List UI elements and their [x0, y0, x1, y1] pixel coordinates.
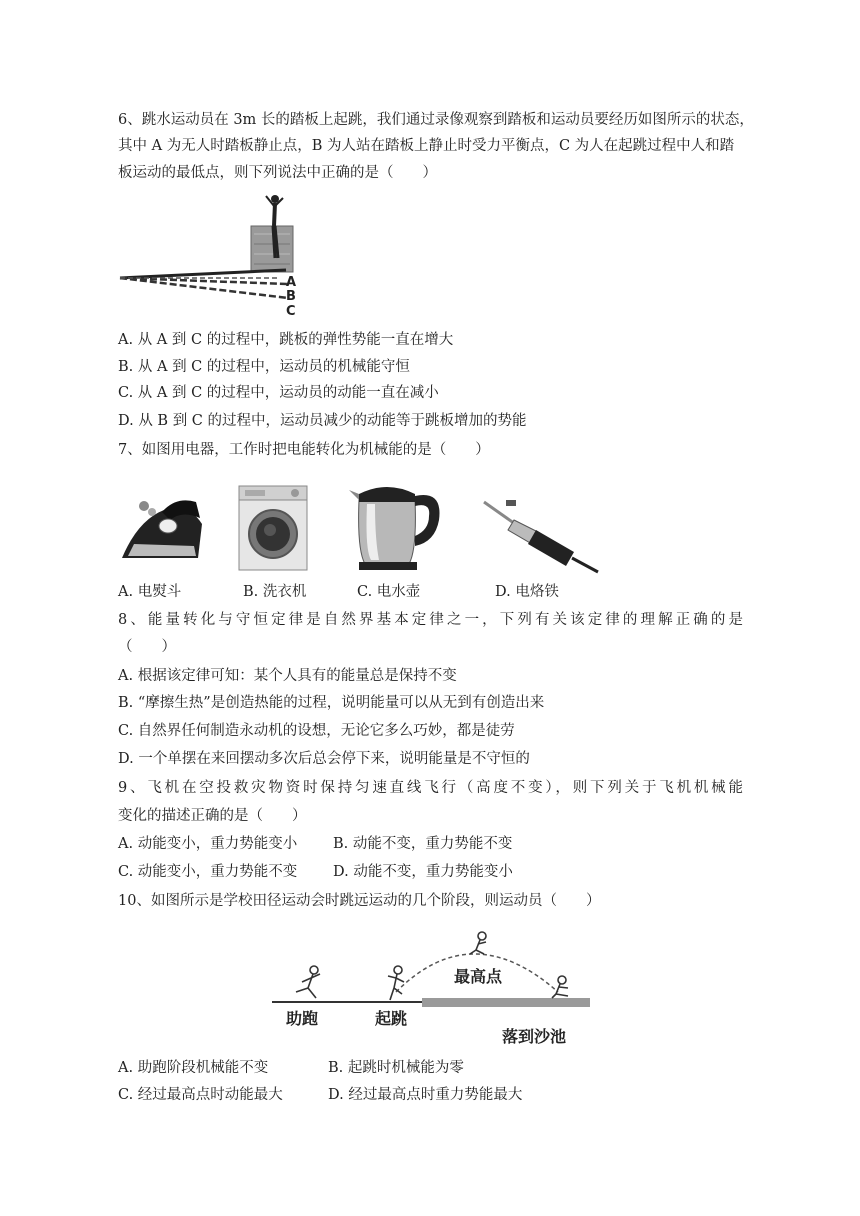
electric-kettle-image	[345, 480, 445, 572]
q10-option-c: C. 经过最高点时动能最大	[118, 1087, 283, 1103]
label-takeoff: 起跳	[375, 1009, 408, 1028]
q6-option-a: A. 从 A 到 C 的过程中，跳板的弹性势能一直在增大	[118, 332, 454, 348]
q10-option-a: A. 助跑阶段机械能不变	[118, 1060, 269, 1076]
q8-stem-line-2: （ ）	[118, 639, 176, 655]
q8-stem-line-1: 8、能量转化与守恒定律是自然界基本定律之一，下列有关该定律的理解正确的是	[118, 612, 743, 628]
diving-board-figure	[118, 192, 308, 322]
q7-stem: 7、如图用电器，工作时把电能转化为机械能的是（ ）	[118, 442, 490, 458]
q7-option-b: B. 洗衣机	[243, 584, 307, 600]
label-highest-point: 最高点	[454, 967, 503, 986]
takeoff-jumper-icon	[388, 966, 404, 1000]
q7-option-c: C. 电水壶	[357, 584, 421, 600]
soldering-iron-image	[478, 492, 608, 576]
q7-option-a: A. 电熨斗	[118, 584, 182, 600]
q6-stem-line-1: 6、跳水运动员在 3m 长的踏板上起跳，我们通过录像观察到踏板和运动员要经历如图所示的状态，	[118, 112, 754, 128]
figure-label-a: A	[286, 275, 297, 290]
runner-icon	[296, 966, 320, 998]
sand-pit	[422, 998, 590, 1007]
label-run-up: 助跑	[286, 1009, 319, 1028]
q6-stem-line-2: 其中 A 为无人时踏板静止点，B 为人站在踏板上静止时受力平衡点，C 为人在起跳过程中人和踏	[118, 138, 735, 154]
q9-option-b: B. 动能不变，重力势能不变	[333, 836, 513, 852]
figure-label-b: B	[286, 289, 296, 304]
q9-stem-line-1: 9、飞机在空投救灾物资时保持匀速直线飞行（高度不变），则下列关于飞机机械能	[118, 780, 743, 796]
q10-option-d: D. 经过最高点时重力势能最大	[328, 1087, 523, 1103]
q10-option-b: B. 起跳时机械能为零	[328, 1060, 464, 1076]
q9-option-a: A. 动能变小，重力势能变小	[118, 836, 298, 852]
landing-jumper-icon	[552, 976, 568, 998]
q8-option-c: C. 自然界任何制造永动机的设想，无论它多么巧妙，都是徒劳	[118, 723, 515, 739]
q7-option-d: D. 电烙铁	[495, 584, 559, 600]
q6-option-c: C. 从 A 到 C 的过程中，运动员的动能一直在减小	[118, 385, 439, 401]
q6-stem-line-3: 板运动的最低点，则下列说法中正确的是（ ）	[118, 165, 437, 181]
q10-stem: 10、如图所示是学校田径运动会时跳远运动的几个阶段，则运动员（ ）	[118, 893, 601, 909]
q6-option-b: B. 从 A 到 C 的过程中，运动员的机械能守恒	[118, 359, 410, 375]
q6-option-d: D. 从 B 到 C 的过程中，运动员减少的动能等于跳板增加的势能	[118, 413, 527, 429]
long-jump-figure	[272, 926, 590, 1056]
q9-stem-line-2: 变化的描述正确的是（ ）	[118, 808, 307, 824]
board-position-a	[120, 270, 286, 278]
figure-label-c: C	[286, 304, 296, 319]
airborne-jumper-icon	[470, 932, 486, 954]
q8-option-a: A. 根据该定律可知：某个人具有的能量总是保持不变	[118, 668, 457, 684]
q8-option-d: D. 一个单摆在来回摆动多次后总会停下来，说明能量是不守恒的	[118, 751, 530, 767]
electric-iron-image	[118, 484, 210, 570]
label-land-in-sandpit: 落到沙池	[502, 1027, 567, 1046]
washing-machine-image	[237, 484, 309, 572]
q9-option-c: C. 动能变小，重力势能不变	[118, 864, 298, 880]
q9-option-d: D. 动能不变，重力势能变小	[333, 864, 513, 880]
q8-option-b: B. “摩擦生热”是创造热能的过程，说明能量可以从无到有创造出来	[118, 695, 545, 711]
